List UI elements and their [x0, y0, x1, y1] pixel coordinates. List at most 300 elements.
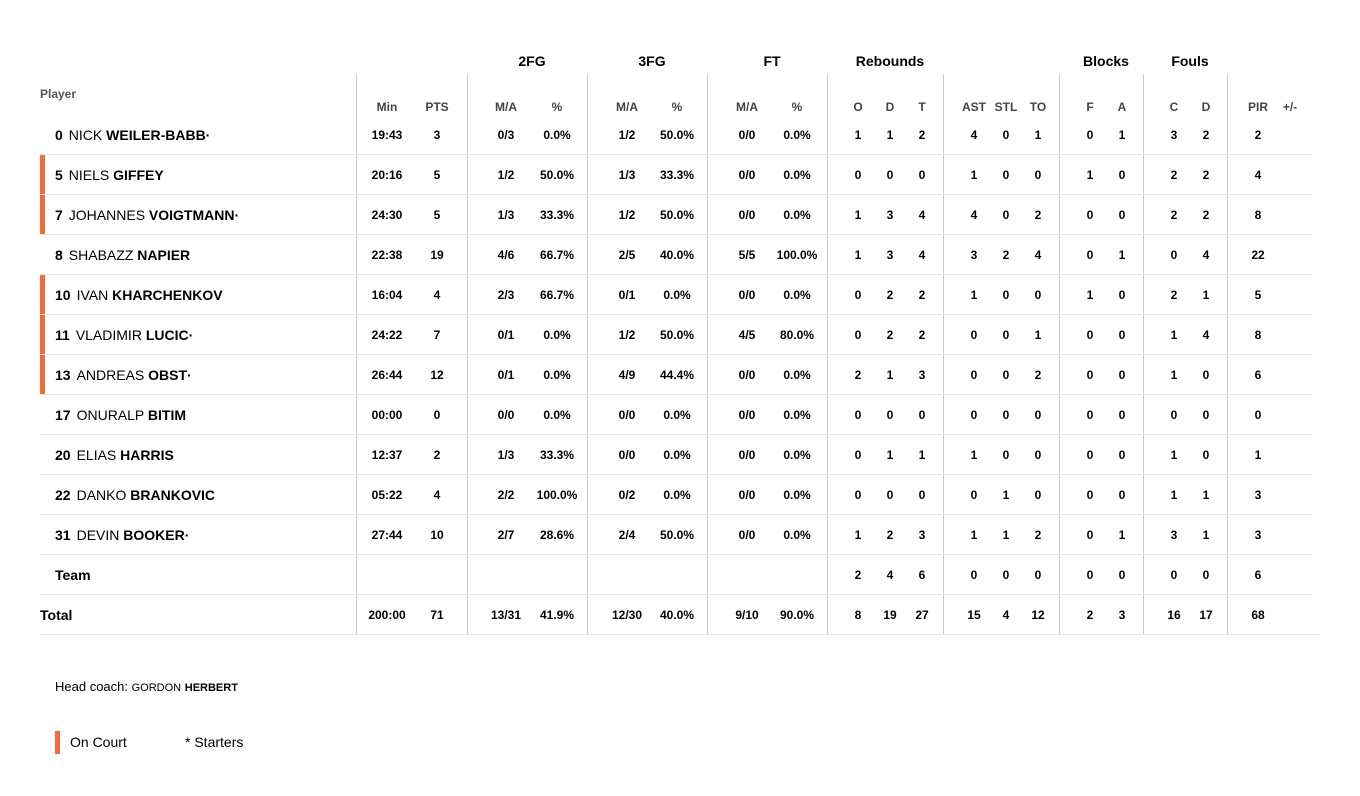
- cell-pir: 2: [1254, 128, 1262, 142]
- group-header-fouls: Fouls: [1171, 53, 1209, 69]
- cell-fl-d: 2: [1202, 128, 1210, 142]
- cell-pts: 10: [430, 528, 444, 542]
- column-header-pir: PIR: [1247, 100, 1268, 114]
- column-header-pm: +/-: [1282, 100, 1298, 114]
- cell-pts: 3: [433, 128, 441, 142]
- cell-blk-a: 1: [1118, 128, 1126, 142]
- on-court-marker: [40, 355, 45, 394]
- cell-ft-ma: 0/0: [738, 488, 756, 502]
- player-name[interactable]: [55, 195, 239, 235]
- cell-ft-ma: 0/0: [738, 528, 756, 542]
- cell-ast: 0: [970, 368, 978, 382]
- cell-ast: 0: [970, 568, 978, 582]
- table-row[interactable]: [40, 475, 1312, 515]
- cell-fg3-pct: 0.0%: [663, 488, 691, 502]
- total-label: Total: [40, 607, 73, 623]
- cell-fl-d: 4: [1202, 248, 1210, 262]
- player-number: 13: [55, 367, 71, 383]
- cell-fg2-pct: 0.0%: [543, 368, 571, 382]
- cell-fg2-pct: 33.3%: [539, 448, 575, 462]
- cell-fl-d: 17: [1199, 608, 1213, 622]
- cell-blk-f: 0: [1086, 408, 1094, 422]
- cell-ft-pct: 100.0%: [776, 248, 818, 262]
- cell-blk-f: 0: [1086, 568, 1094, 582]
- cell-fl-c: 16: [1167, 608, 1181, 622]
- cell-reb-o: 2: [854, 368, 862, 382]
- cell-stl: 0: [1002, 128, 1010, 142]
- player-name[interactable]: [55, 235, 190, 275]
- cell-reb-d: 1: [886, 128, 894, 142]
- cell-blk-f: 0: [1086, 128, 1094, 142]
- cell-to: 0: [1034, 488, 1042, 502]
- table-row[interactable]: [40, 235, 1312, 275]
- player-first-name: DEVIN: [76, 527, 120, 543]
- cell-ft-ma: 0/0: [738, 288, 756, 302]
- cell-fg3-ma: 4/9: [618, 368, 636, 382]
- cell-blk-f: 0: [1086, 208, 1094, 222]
- cell-fg3-ma: 0/0: [618, 448, 636, 462]
- cell-blk-a: 0: [1118, 208, 1126, 222]
- cell-blk-f: 0: [1086, 328, 1094, 342]
- player-last-name: WEILER-BABB·: [106, 127, 211, 143]
- cell-fl-c: 1: [1170, 328, 1178, 342]
- cell-ft-ma: 0/0: [738, 408, 756, 422]
- player-number: 22: [55, 487, 71, 503]
- cell-fl-d: 1: [1202, 288, 1210, 302]
- cell-ft-pct: 0.0%: [783, 368, 811, 382]
- player-first-name: JOHANNES: [68, 207, 146, 223]
- cell-pts: 71: [430, 608, 444, 622]
- cell-reb-d: 19: [883, 608, 897, 622]
- player-name[interactable]: [55, 315, 193, 355]
- player-name[interactable]: [55, 475, 215, 515]
- cell-fg3-ma: 0/2: [618, 488, 636, 502]
- cell-blk-f: 0: [1086, 248, 1094, 262]
- column-header-pts: PTS: [425, 100, 449, 114]
- cell-min: 24:30: [371, 208, 403, 222]
- head-coach-label: Head coach:: [55, 679, 128, 694]
- cell-reb-t: 4: [918, 208, 926, 222]
- cell-fg2-pct: 0.0%: [543, 328, 571, 342]
- cell-fg2-ma: 4/6: [497, 248, 515, 262]
- column-header-min: Min: [376, 100, 398, 114]
- cell-stl: 0: [1002, 408, 1010, 422]
- cell-to: 2: [1034, 528, 1042, 542]
- cell-min: 00:00: [371, 408, 403, 422]
- cell-fl-c: 0: [1170, 408, 1178, 422]
- cell-fl-d: 0: [1202, 568, 1210, 582]
- cell-fg2-ma: 2/3: [497, 288, 515, 302]
- player-last-name: BRANKOVIC: [130, 487, 216, 503]
- team-label: Team: [55, 567, 91, 583]
- cell-fg2-pct: 0.0%: [543, 408, 571, 422]
- cell-min: 200:00: [368, 608, 406, 622]
- cell-stl: 0: [1002, 368, 1010, 382]
- cell-fg2-ma: 0/1: [497, 368, 515, 382]
- cell-min: 12:37: [371, 448, 403, 462]
- player-name[interactable]: [55, 355, 192, 395]
- cell-pir: 8: [1254, 208, 1262, 222]
- cell-blk-a: 0: [1118, 568, 1126, 582]
- cell-fg3-pct: 0.0%: [663, 288, 691, 302]
- cell-fg3-ma: 12/30: [611, 608, 643, 622]
- cell-to: 2: [1034, 208, 1042, 222]
- cell-reb-t: 6: [918, 568, 926, 582]
- table-row[interactable]: [40, 355, 1312, 395]
- cell-fl-c: 1: [1170, 448, 1178, 462]
- cell-reb-o: 1: [854, 528, 862, 542]
- cell-ft-ma: 0/0: [738, 368, 756, 382]
- cell-blk-a: 1: [1118, 528, 1126, 542]
- cell-fg2-pct: 100.0%: [536, 488, 578, 502]
- cell-fl-c: 2: [1170, 208, 1178, 222]
- table-row[interactable]: [40, 515, 1312, 555]
- cell-ft-ma: 0/0: [738, 168, 756, 182]
- cell-stl: 0: [1002, 448, 1010, 462]
- cell-pir: 22: [1251, 248, 1265, 262]
- player-first-name: ANDREAS: [76, 367, 145, 383]
- cell-fg2-pct: 41.9%: [539, 608, 575, 622]
- starters-legend-label: * Starters: [185, 734, 244, 750]
- cell-pir: 6: [1254, 568, 1262, 582]
- cell-fg3-pct: 33.3%: [659, 168, 695, 182]
- cell-reb-t: 4: [918, 248, 926, 262]
- cell-fg2-ma: 1/2: [497, 168, 515, 182]
- on-court-marker: [40, 275, 45, 314]
- cell-reb-d: 2: [886, 528, 894, 542]
- cell-ast: 0: [970, 328, 978, 342]
- cell-fg2-pct: 28.6%: [539, 528, 575, 542]
- cell-blk-f: 0: [1086, 448, 1094, 462]
- table-row[interactable]: [40, 275, 1312, 315]
- cell-fg3-pct: 44.4%: [659, 368, 695, 382]
- cell-reb-t: 0: [918, 408, 926, 422]
- cell-fl-d: 1: [1202, 528, 1210, 542]
- cell-fg2-ma: 13/31: [490, 608, 522, 622]
- cell-stl: 0: [1002, 328, 1010, 342]
- cell-fg3-pct: 0.0%: [663, 448, 691, 462]
- cell-blk-a: 3: [1118, 608, 1126, 622]
- cell-ft-pct: 0.0%: [783, 408, 811, 422]
- player-last-name: NAPIER: [137, 247, 191, 263]
- cell-fl-c: 3: [1170, 128, 1178, 142]
- column-header-reb-o: O: [853, 100, 863, 114]
- cell-ft-ma: 5/5: [738, 248, 756, 262]
- cell-fg3-pct: 50.0%: [659, 128, 695, 142]
- cell-ft-ma: 0/0: [738, 448, 756, 462]
- team-row: [40, 555, 1312, 595]
- cell-to: 12: [1031, 608, 1045, 622]
- cell-fl-c: 3: [1170, 528, 1178, 542]
- cell-reb-t: 2: [918, 328, 926, 342]
- cell-ast: 4: [970, 128, 978, 142]
- cell-fg2-ma: 0/0: [497, 408, 515, 422]
- cell-pir: 8: [1254, 328, 1262, 342]
- cell-fg3-pct: 40.0%: [659, 248, 695, 262]
- cell-ft-ma: 4/5: [738, 328, 756, 342]
- cell-reb-d: 2: [886, 288, 894, 302]
- cell-fg3-pct: 50.0%: [659, 208, 695, 222]
- cell-fl-d: 4: [1202, 328, 1210, 342]
- player-first-name: NIELS: [68, 167, 110, 183]
- table-row[interactable]: [40, 435, 1312, 475]
- cell-fl-c: 0: [1170, 568, 1178, 582]
- cell-ast: 1: [970, 168, 978, 182]
- cell-fg3-pct: 40.0%: [659, 608, 695, 622]
- cell-pir: 1: [1254, 448, 1262, 462]
- cell-stl: 4: [1002, 608, 1010, 622]
- player-first-name: NICK: [68, 127, 103, 143]
- cell-to: 0: [1034, 448, 1042, 462]
- cell-pts: 4: [433, 288, 441, 302]
- cell-ft-pct: 0.0%: [783, 448, 811, 462]
- player-name[interactable]: [55, 115, 210, 155]
- cell-fg2-pct: 50.0%: [539, 168, 575, 182]
- cell-stl: 1: [1002, 528, 1010, 542]
- table-row[interactable]: [40, 395, 1312, 435]
- player-first-name: DANKO: [76, 487, 127, 503]
- player-name[interactable]: [55, 395, 186, 435]
- cell-reb-o: 0: [854, 168, 862, 182]
- player-last-name: OBST·: [148, 367, 192, 383]
- player-first-name: VLADIMIR: [75, 327, 142, 343]
- table-row[interactable]: [40, 155, 1312, 195]
- cell-reb-o: 2: [854, 568, 862, 582]
- player-number: 20: [55, 447, 71, 463]
- player-last-name: VOIGTMANN·: [148, 207, 240, 223]
- cell-fg3-pct: 50.0%: [659, 528, 695, 542]
- column-header-fg2-ma: M/A: [495, 100, 517, 114]
- player-number: 7: [55, 207, 63, 223]
- group-header-rebounds: Rebounds: [855, 53, 925, 69]
- cell-fg2-ma: 1/3: [497, 208, 515, 222]
- cell-ft-ma: 9/10: [735, 608, 759, 622]
- player-first-name: ELIAS: [76, 447, 117, 463]
- total-row: [40, 595, 1320, 635]
- player-last-name: BITIM: [147, 407, 187, 423]
- cell-blk-a: 0: [1118, 288, 1126, 302]
- cell-ast: 15: [967, 608, 981, 622]
- cell-ft-pct: 80.0%: [779, 328, 815, 342]
- cell-min: 27:44: [371, 528, 403, 542]
- cell-blk-a: 1: [1118, 248, 1126, 262]
- group-header-2fg: 2FG: [518, 53, 546, 69]
- cell-reb-t: 3: [918, 528, 926, 542]
- cell-fg2-ma: 1/3: [497, 448, 515, 462]
- cell-to: 0: [1034, 168, 1042, 182]
- cell-fl-c: 2: [1170, 288, 1178, 302]
- column-header-blk-a: A: [1117, 100, 1127, 114]
- cell-pts: 7: [433, 328, 441, 342]
- cell-pir: 4: [1254, 168, 1262, 182]
- player-number: 5: [55, 167, 63, 183]
- cell-fl-d: 0: [1202, 448, 1210, 462]
- cell-min: 05:22: [371, 488, 403, 502]
- cell-reb-o: 1: [854, 128, 862, 142]
- on-court-marker: [40, 315, 45, 354]
- cell-ft-pct: 0.0%: [783, 128, 811, 142]
- cell-min: 22:38: [371, 248, 403, 262]
- player-first-name: ONURALP: [76, 407, 145, 423]
- cell-ast: 0: [970, 408, 978, 422]
- cell-fl-d: 0: [1202, 408, 1210, 422]
- cell-ast: 3: [970, 248, 978, 262]
- cell-reb-t: 2: [918, 128, 926, 142]
- cell-fl-d: 2: [1202, 168, 1210, 182]
- cell-fg3-ma: 0/0: [618, 408, 636, 422]
- cell-ft-ma: 0/0: [738, 208, 756, 222]
- cell-stl: 0: [1002, 568, 1010, 582]
- cell-pts: 0: [433, 408, 441, 422]
- cell-fl-c: 2: [1170, 168, 1178, 182]
- cell-fl-c: 0: [1170, 248, 1178, 262]
- cell-fg3-ma: 1/3: [618, 168, 636, 182]
- cell-fg3-ma: 0/1: [618, 288, 636, 302]
- cell-fg2-pct: 0.0%: [543, 128, 571, 142]
- cell-pir: 3: [1254, 488, 1262, 502]
- column-header-fl-c: C: [1169, 100, 1179, 114]
- cell-pts: 5: [433, 168, 441, 182]
- player-name[interactable]: [55, 155, 164, 195]
- cell-fl-d: 2: [1202, 208, 1210, 222]
- column-header-ft-ma: M/A: [736, 100, 758, 114]
- cell-blk-a: 0: [1118, 488, 1126, 502]
- cell-reb-d: 3: [886, 208, 894, 222]
- cell-ft-pct: 0.0%: [783, 488, 811, 502]
- cell-fg3-ma: 1/2: [618, 128, 636, 142]
- cell-ft-pct: 0.0%: [783, 168, 811, 182]
- cell-fl-c: 1: [1170, 488, 1178, 502]
- player-name[interactable]: [55, 435, 174, 475]
- table-row[interactable]: [40, 195, 1312, 235]
- player-name[interactable]: [55, 275, 223, 315]
- cell-reb-t: 0: [918, 168, 926, 182]
- column-header-ast: AST: [962, 100, 986, 114]
- on-court-legend-label: On Court: [70, 734, 127, 750]
- column-header-fg3-pct: %: [671, 100, 683, 114]
- cell-pir: 5: [1254, 288, 1262, 302]
- cell-stl: 1: [1002, 488, 1010, 502]
- cell-blk-a: 0: [1118, 368, 1126, 382]
- cell-min: 19:43: [371, 128, 403, 142]
- cell-pir: 68: [1251, 608, 1265, 622]
- cell-pts: 19: [430, 248, 444, 262]
- cell-fl-c: 1: [1170, 368, 1178, 382]
- cell-reb-d: 1: [886, 448, 894, 462]
- cell-fl-d: 1: [1202, 488, 1210, 502]
- player-number: 17: [55, 407, 71, 423]
- cell-ast: 1: [970, 528, 978, 542]
- table-row[interactable]: [40, 315, 1312, 355]
- cell-min: 24:22: [371, 328, 403, 342]
- cell-ft-pct: 0.0%: [783, 288, 811, 302]
- cell-min: 16:04: [371, 288, 403, 302]
- head-coach-last-name: HERBERT: [184, 682, 238, 694]
- cell-min: 20:16: [371, 168, 403, 182]
- cell-stl: 0: [1002, 168, 1010, 182]
- cell-blk-f: 1: [1086, 288, 1094, 302]
- head-coach: [55, 679, 238, 694]
- player-last-name: LUCIC·: [145, 327, 194, 343]
- cell-pts: 4: [433, 488, 441, 502]
- column-header-ft-pct: %: [791, 100, 803, 114]
- column-header-fg2-pct: %: [551, 100, 563, 114]
- cell-reb-t: 27: [915, 608, 929, 622]
- cell-fg2-ma: 0/3: [497, 128, 515, 142]
- cell-blk-f: 2: [1086, 608, 1094, 622]
- cell-blk-a: 0: [1118, 168, 1126, 182]
- player-name[interactable]: [55, 515, 189, 555]
- column-header-fg3-ma: M/A: [616, 100, 638, 114]
- cell-stl: 2: [1002, 248, 1010, 262]
- cell-blk-f: 1: [1086, 168, 1094, 182]
- cell-reb-o: 0: [854, 488, 862, 502]
- player-first-name: IVAN: [76, 287, 109, 303]
- cell-reb-o: 0: [854, 288, 862, 302]
- on-court-legend-marker: [55, 731, 60, 754]
- cell-reb-o: 0: [854, 448, 862, 462]
- player-number: 0: [55, 127, 63, 143]
- cell-blk-a: 0: [1118, 408, 1126, 422]
- cell-reb-d: 3: [886, 248, 894, 262]
- player-number: 10: [55, 287, 71, 303]
- on-court-marker: [40, 195, 45, 234]
- cell-ast: 0: [970, 488, 978, 502]
- cell-fl-d: 0: [1202, 368, 1210, 382]
- column-header-reb-d: D: [885, 100, 895, 114]
- cell-fg2-ma: 2/2: [497, 488, 515, 502]
- cell-ast: 1: [970, 288, 978, 302]
- cell-ft-ma: 0/0: [738, 128, 756, 142]
- cell-reb-t: 0: [918, 488, 926, 502]
- cell-blk-a: 0: [1118, 448, 1126, 462]
- cell-reb-o: 1: [854, 208, 862, 222]
- column-header-stl: STL: [994, 100, 1018, 114]
- cell-reb-d: 2: [886, 328, 894, 342]
- column-header-blk-f: F: [1086, 100, 1094, 114]
- cell-reb-d: 1: [886, 368, 894, 382]
- cell-to: 0: [1034, 408, 1042, 422]
- cell-ast: 4: [970, 208, 978, 222]
- player-last-name: GIFFEY: [113, 167, 164, 183]
- cell-reb-t: 2: [918, 288, 926, 302]
- group-header-ft: FT: [763, 53, 781, 69]
- cell-fg3-ma: 2/5: [618, 248, 636, 262]
- player-last-name: BOOKER·: [123, 527, 190, 543]
- player-number: 8: [55, 247, 63, 263]
- cell-blk-f: 0: [1086, 488, 1094, 502]
- cell-reb-d: 0: [886, 408, 894, 422]
- cell-reb-d: 4: [886, 568, 894, 582]
- cell-reb-t: 3: [918, 368, 926, 382]
- head-coach-first-name: GORDON: [131, 682, 182, 694]
- cell-pts: 5: [433, 208, 441, 222]
- cell-stl: 0: [1002, 288, 1010, 302]
- group-header-blocks: Blocks: [1083, 53, 1129, 69]
- cell-to: 1: [1034, 328, 1042, 342]
- table-row[interactable]: [40, 115, 1312, 155]
- player-first-name: SHABAZZ: [68, 247, 134, 263]
- cell-pir: 6: [1254, 368, 1262, 382]
- cell-to: 0: [1034, 288, 1042, 302]
- cell-reb-o: 1: [854, 248, 862, 262]
- cell-ft-pct: 90.0%: [779, 608, 815, 622]
- cell-fg3-ma: 1/2: [618, 328, 636, 342]
- cell-fg2-pct: 66.7%: [539, 288, 575, 302]
- cell-blk-f: 0: [1086, 528, 1094, 542]
- cell-pir: 3: [1254, 528, 1262, 542]
- column-header-reb-t: T: [918, 100, 926, 114]
